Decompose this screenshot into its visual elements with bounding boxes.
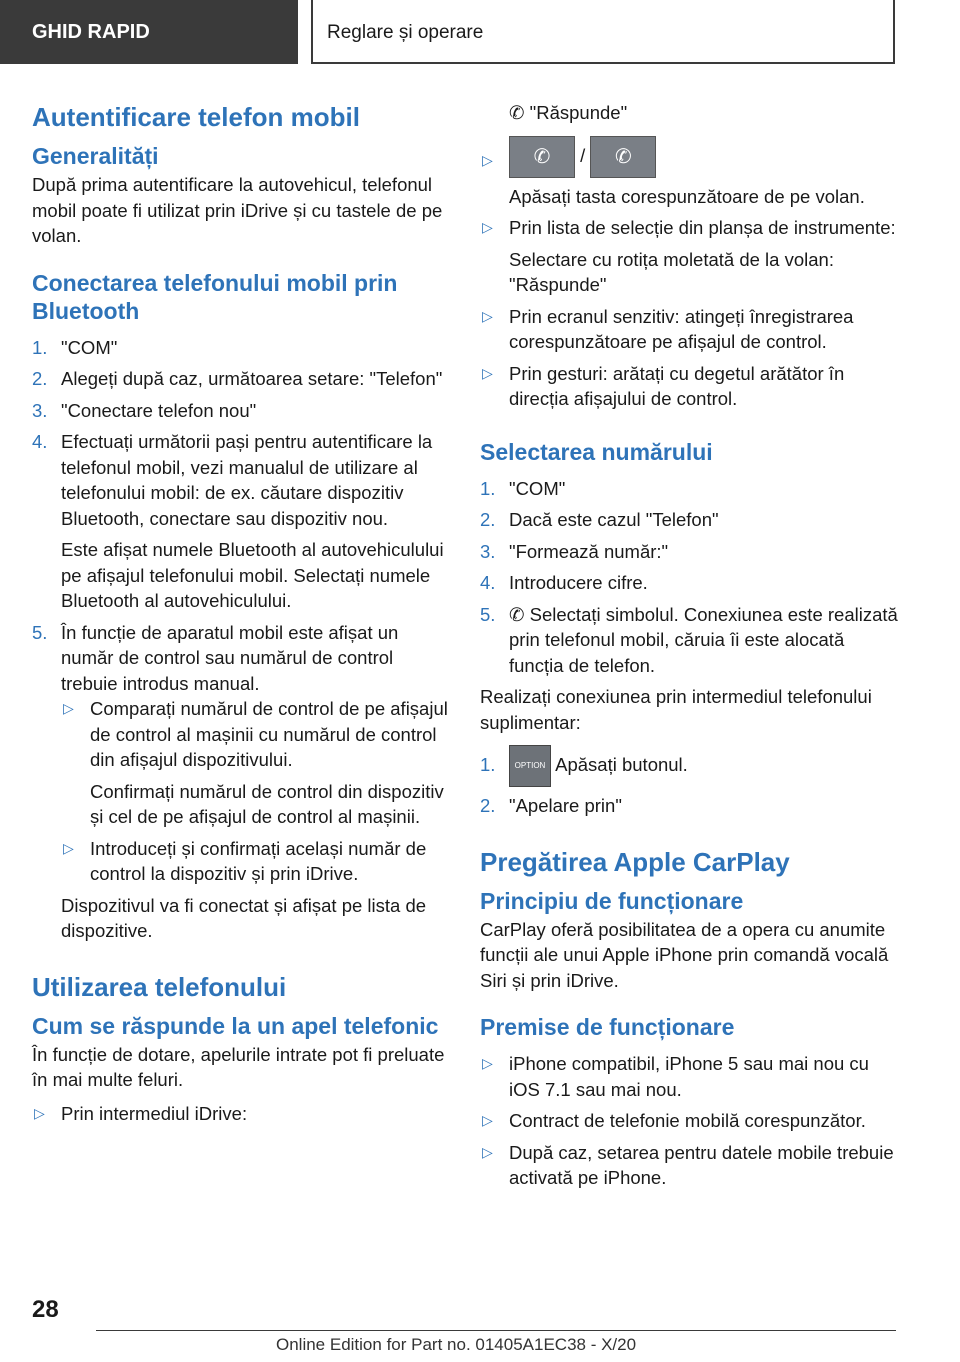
list-item: 5. ✆ Selectați simbolul. Conexiunea este realizată prin telefonul mobil, căruia îi este alocată funcția de telefon. <box>480 603 898 676</box>
heading-connect: Conectarea telefonului mobil prin Bluetooth <box>32 269 398 324</box>
list-item: 2. Dacă este cazul "Telefon" <box>480 509 719 530</box>
footer-divider <box>96 1330 896 1331</box>
phone-icon: ✆ <box>509 102 525 123</box>
additional-steps <box>480 743 900 819</box>
triangle-bullet-icon: ▷ <box>34 1104 45 1121</box>
para-principle: CarPlay oferă posibilitatea de a opera cu anumite funcții ale unui Apple iPhone prin comandă vocală Siri și prin iDrive. <box>480 918 889 991</box>
list-item: ▷ Prin intermediul iDrive: <box>32 1101 450 1127</box>
list-item: 4. Introducere cifre. <box>480 572 648 593</box>
triangle-bullet-icon: ▷ <box>482 219 493 235</box>
list-item: ▷ ✆ / ✆ Apăsați tasta corespunzătoare de pe volan. <box>480 136 900 210</box>
triangle-bullet-icon: ▷ <box>482 151 493 168</box>
list-item: 3. "Conectare telefon nou" <box>32 399 257 421</box>
list-item: ▷ iPhone compatibil, iPhone 5 sau mai nou cu iOS 7.1 sau mai nou. <box>482 1053 869 1100</box>
list-item: 1. "COM" <box>480 477 566 499</box>
para-additional: Realizați conexiunea prin intermediul telefonului suplimentar: <box>480 686 872 733</box>
list-item: ▷ Contract de telefonie mobilă corespunzător. <box>480 1108 900 1134</box>
para-general: După prima autentificare la autovehicul, telefonul mobil poate fi utilizat prin iDrive și cu tastele de pe volan. <box>32 174 443 246</box>
phone-accept-button-icon: ✆ <box>509 136 575 178</box>
connect-steps <box>32 335 450 944</box>
page-number: 28 <box>32 1296 59 1323</box>
triangle-bullet-icon: ▷ <box>482 364 493 381</box>
heading-auth: Autentificare telefon mobil <box>32 102 360 132</box>
list-item: 2. "Apelare prin" <box>480 795 622 817</box>
answer-bullets <box>32 1101 450 1127</box>
footer-edition: Online Edition for Part no. 01405A1EC38 - X/20 <box>276 1335 637 1354</box>
triangle-bullet-icon: ▷ <box>63 839 74 856</box>
triangle-bullet-icon: ▷ <box>482 307 493 324</box>
list-item: ▷ Prin ecranul senzitiv: atingeți înregistrarea corespunzătoare pe afișajul de control. <box>482 305 854 352</box>
heading-select: Selectarea numărului <box>480 438 713 465</box>
triangle-bullet-icon: ▷ <box>482 1112 493 1129</box>
list-item: 2. Alegeți după caz, următoarea setare: "Telefon" <box>32 368 443 389</box>
list-item: ▷ După caz, setarea pentru datele mobile trebuie activată pe iPhone. <box>482 1141 894 1189</box>
left-column <box>32 100 450 1132</box>
list-item: 3. "Formează număr:" <box>480 540 669 562</box>
select-steps <box>480 476 900 679</box>
header-chapter: Reglare și operare <box>311 0 895 64</box>
triangle-bullet-icon: ▷ <box>482 1055 493 1072</box>
heading-use: Utilizarea telefonului <box>32 971 287 1002</box>
heading-principle: Principiu de funcționare <box>480 887 744 914</box>
heading-premise: Premise de funcționare <box>480 1014 735 1041</box>
heading-answer: Cum se răspunde la un apel telefonic <box>32 1012 439 1039</box>
triangle-bullet-icon: ▷ <box>482 1143 493 1160</box>
right-column <box>480 100 900 1197</box>
step5-bullets <box>61 696 450 887</box>
list-item: ▷ Comparați numărul de control de pe afișajul de control al mașinii cu numărul de control din afișajul dispozitivului. Confirmați numărul de control din dispozitiv și cel de pe afișajul de control al mașinii. <box>63 698 448 827</box>
phone-icon: ✆ <box>509 603 525 625</box>
list-item: 1. OPTION Apăsați butonul. <box>480 743 900 787</box>
list-item: 5. În funcție de aparatul mobil este afișat un număr de control sau numărul de control trebuie introdus manual. ▷ Comparați numărul de control de pe afișajul de control al mașinii cu numărul de control din afișajul dispozitivului. Confirmați numărul de control din dispozitiv și cel de pe afișajul de control al mașinii. ▷ Introduceți și confirmați același număr de control la dispozitiv și prin iDrive. Dispozitivul va fi conectat și afișat pe lista de dispozitive. <box>32 620 450 944</box>
list-item: 1. "COM" <box>32 336 118 358</box>
triangle-bullet-icon: ▷ <box>63 700 74 716</box>
answer-methods <box>480 136 900 412</box>
list-item: ▷ Prin gesturi: arătați cu degetul arătător în direcția afișajului de control. <box>482 362 845 409</box>
answer-line: ✆ "Răspunde" <box>509 102 628 123</box>
option-button-icon: OPTION <box>509 745 551 787</box>
list-item: 4. Efectuați următorii pași pentru autentificare la telefonul mobil, vezi manualul de utilizare al telefonului mobil: de ex. căutare dispozitiv Bluetooth, conectare sau dispozitiv nou. Este afișat numele Bluetooth al autovehiculului pe afișajul telefonului mobil. Selectați numele Bluetooth al autovehiculului. <box>32 431 444 611</box>
list-item: ▷ Prin lista de selecție din planșa de instrumente: Selectare cu rotița moletată de la volan: "Răspunde" <box>482 217 896 295</box>
list-item: ▷ Introduceți și confirmați același număr de control la dispozitiv și prin iDrive. <box>63 837 427 884</box>
heading-general: Generalități <box>32 143 159 169</box>
header-section: GHID RAPID <box>0 0 298 64</box>
premise-bullets <box>480 1051 900 1191</box>
para-answer: În funcție de dotare, apelurile intrate pot fi preluate în mai multe feluri. <box>32 1043 445 1090</box>
heading-carplay: Pregătirea Apple CarPlay <box>480 846 790 877</box>
phone-hangup-button-icon: ✆ <box>590 136 656 178</box>
